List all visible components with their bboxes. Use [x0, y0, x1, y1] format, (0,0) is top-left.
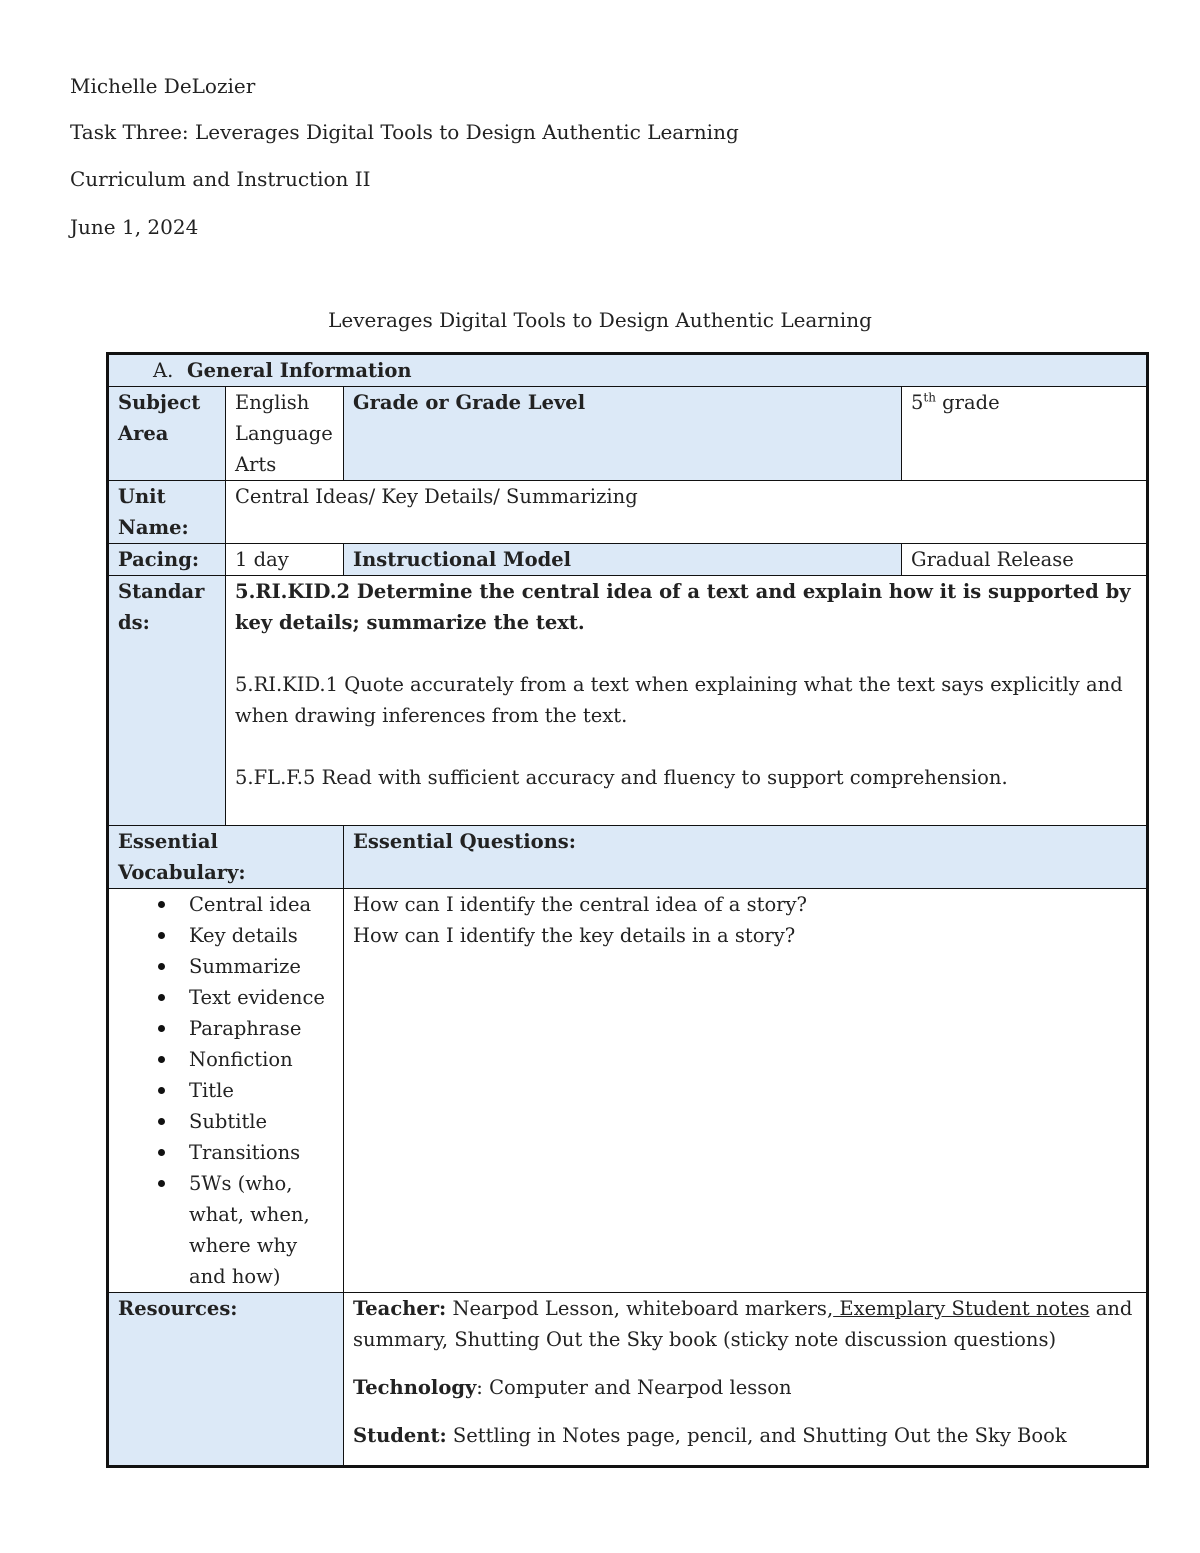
list-item: Paraphrase [189, 1013, 339, 1044]
unit-name-label: Unit Name: [108, 481, 226, 544]
list-item: Summarize [189, 951, 339, 982]
student-resources: Student: Settling in Notes page, pencil, and Shutting Out the Sky Book [353, 1424, 1067, 1447]
standard-item: 5.FL.F.5 Read with sufficient accuracy and fluency to support comprehension. [235, 766, 1008, 789]
vocabulary-list [118, 889, 339, 1292]
pacing-value: 1 day [226, 544, 344, 576]
pacing-label: Pacing: [108, 544, 226, 576]
instructional-model-value: Gradual Release [902, 544, 1148, 576]
section-letter: A. [153, 359, 174, 382]
unit-name-value: Central Ideas/ Key Details/ Summarizing [226, 481, 1148, 544]
grade-value: 5th grade [902, 387, 1148, 481]
standards-row [108, 576, 1148, 826]
section-header-row [108, 354, 1148, 387]
list-item: 5Ws (who, what, when, where why and how) [189, 1168, 339, 1292]
lesson-plan-table [106, 352, 1149, 1468]
section-label: General Information [187, 359, 412, 382]
standard-item: 5.RI.KID.2 Determine the central idea of a text and explain how it is supported by key details; summarize the text. [235, 580, 1131, 634]
questions-label: Essential Questions: [344, 826, 1148, 889]
document-date: June 1, 2024 [70, 215, 199, 239]
question-item: How can I identify the central idea of a story? [353, 893, 807, 916]
teacher-resources: Teacher: Nearpod Lesson, whiteboard markers, Exemplary Student notes and summary, Shutting Out the Sky book (sticky note discussion questions) [353, 1297, 1133, 1351]
instructional-model-label: Instructional Model [344, 544, 902, 576]
list-item: Central idea [189, 889, 339, 920]
section-header [108, 354, 1148, 387]
author-name: Michelle DeLozier [70, 74, 256, 98]
vocab-questions-row [108, 889, 1148, 1293]
course-name: Curriculum and Instruction II [70, 167, 371, 191]
grade-label: Grade or Grade Level [344, 387, 902, 481]
task-title: Task Three: Leverages Digital Tools to Design Authentic Learning [70, 120, 739, 144]
list-item: Key details [189, 920, 339, 951]
standards-value [226, 576, 1148, 826]
subject-grade-row [108, 387, 1148, 481]
pacing-row [108, 544, 1148, 576]
list-item: Nonfiction [189, 1044, 339, 1075]
resources-label: Resources: [108, 1293, 344, 1467]
resources-cell [344, 1293, 1148, 1467]
unit-row [108, 481, 1148, 544]
questions-cell [344, 889, 1148, 1293]
vocabulary-label: Essential Vocabulary: [108, 826, 344, 889]
standard-item: 5.RI.KID.1 Quote accurately from a text when explaining what the text says explicitly and when drawing inferences from the text. [235, 673, 1123, 727]
subject-area-label: Subject Area [108, 387, 226, 481]
resources-row [108, 1293, 1148, 1467]
document-title: Leverages Digital Tools to Design Authentic Learning [328, 308, 872, 332]
list-item: Title [189, 1075, 339, 1106]
vocabulary-list-cell [108, 889, 344, 1293]
exemplary-notes-link[interactable]: Exemplary Student notes [833, 1297, 1090, 1320]
vocab-questions-header-row [108, 826, 1148, 889]
list-item: Transitions [189, 1137, 339, 1168]
subject-area-value: English Language Arts [226, 387, 344, 481]
question-item: How can I identify the key details in a story? [353, 924, 796, 947]
list-item: Text evidence [189, 982, 339, 1013]
technology-resources: Technology: Computer and Nearpod lesson [353, 1376, 792, 1399]
standards-label: Standards: [108, 576, 226, 826]
list-item: Subtitle [189, 1106, 339, 1137]
